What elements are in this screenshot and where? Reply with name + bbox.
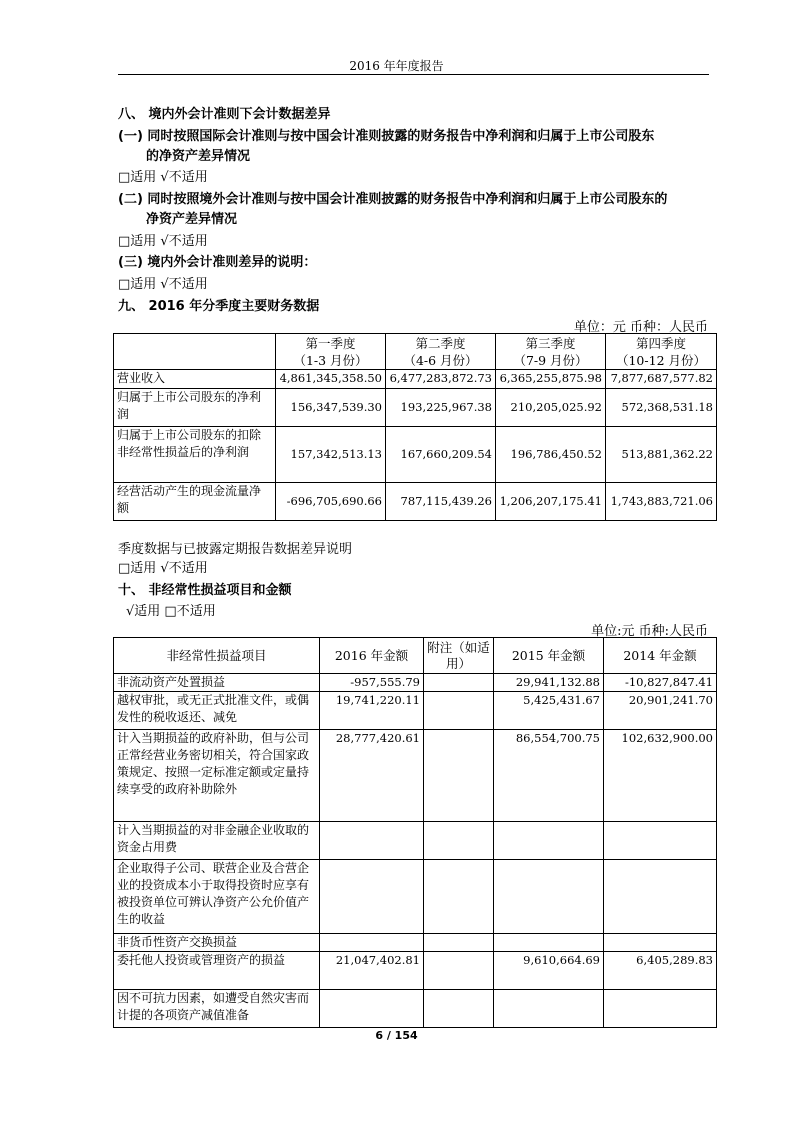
table-row — [114, 990, 717, 1028]
table-row: 越权审批，或无正式批准文件，或偶发性的税收返还、减免 19,741,220.11 5,425,431.67 20,901,241.70 — [114, 692, 717, 730]
section-8-sub1-option: □适用 √不适用 — [118, 170, 208, 185]
non-recurring-table — [113, 637, 717, 1028]
table-row: 经营活动产生的现金流量净额 -696,705,690.66 787,115,439.26 1,206,207,175.41 1,743,883,721.06 — [114, 483, 717, 521]
quarter-header: 第四季度 （10-12 月份） — [606, 334, 717, 370]
row-label: 营业收入 — [114, 370, 276, 389]
section-8-sub1-title: (一) 同时按照国际会计准则与按中国会计准则披露的财务报告中净利润和归属于上市公司股东 — [118, 129, 655, 144]
header-rule — [118, 74, 709, 75]
section-9-title: 九、 2016 年分季度主要财务数据 — [118, 299, 320, 314]
table-row: 归属于上市公司股东的净利润 156,347,539.30 193,225,967.38 210,205,025.92 572,368,531.18 — [114, 389, 717, 427]
non-recurring-header-row — [114, 638, 717, 674]
section-10-unit: 单位:元 币种:人民币 — [591, 624, 708, 639]
quarter-header: 第三季度 （7-9 月份） — [496, 334, 606, 370]
row-label: 因不可抗力因素，如遭受自然灾害而计提的各项资产减值准备 — [114, 990, 320, 1028]
page-header: 2016 年年度报告 — [349, 59, 444, 73]
quarterly-note-option: □适用 √不适用 — [118, 561, 208, 576]
row-label: 企业取得子公司、联营企业及合营企业的投资成本小于取得投资时应享有被投资单位可辨认净资产公允价值产生的收益 — [114, 860, 320, 934]
row-label: 经营活动产生的现金流量净额 — [114, 483, 276, 521]
section-8-sub3-option: □适用 √不适用 — [118, 277, 208, 292]
section-8-sub3-title: (三) 境内外会计准则差异的说明： — [118, 255, 317, 270]
column-header: 非经常性损益项目 — [114, 638, 320, 674]
row-label: 非流动资产处置损益 — [114, 674, 320, 692]
table-row: 委托他人投资或管理资产的损益 21,047,402.81 9,610,664.69 6,405,289.83 — [114, 952, 717, 990]
quarter-header: 第一季度 （1-3 月份） — [276, 334, 386, 370]
section-8-sub2-title: (二) 同时按照境外会计准则与按中国会计准则披露的财务报告中净利润和归属于上市公司股东的 — [118, 192, 668, 207]
table-row — [114, 860, 717, 934]
quarterly-note: 季度数据与已披露定期报告数据差异说明 — [118, 542, 353, 557]
quarterly-table — [113, 333, 717, 521]
row-label: 计入当期损益的对非金融企业收取的资金占用费 — [114, 822, 320, 860]
table-row: 计入当期损益的政府补助，但与公司正常经营业务密切相关，符合国家政策规定、按照一定标准定额或定量持续享受的政府补助除外 28,777,420.61 86,554,700.75 102,632,900.00 — [114, 730, 717, 822]
row-label: 归属于上市公司股东的净利润 — [114, 389, 276, 427]
column-header: 附注（如适用） — [424, 638, 494, 674]
quarterly-header-row — [114, 334, 717, 370]
section-8-sub1-title-cont: 的净资产差异情况 — [146, 149, 251, 164]
row-label: 委托他人投资或管理资产的损益 — [114, 952, 320, 990]
page-number: 6 / 154 — [375, 1029, 418, 1042]
section-8-title: 八、 境内外会计准则下会计数据差异 — [118, 107, 331, 122]
row-label: 归属于上市公司股东的扣除非经常性损益后的净利润 — [114, 427, 276, 483]
column-header: 2015 年金额 — [494, 638, 604, 674]
section-9-unit: 单位：元 币种：人民币 — [573, 320, 708, 335]
section-8-sub2-option: □适用 √不适用 — [118, 234, 208, 249]
table-row: 归属于上市公司股东的扣除非经常性损益后的净利润 157,342,513.13 167,660,209.54 196,786,450.52 513,881,362.22 — [114, 427, 717, 483]
table-row: 非流动资产处置损益 -957,555.79 29,941,132.88 -10,827,847.41 — [114, 674, 717, 692]
section-10-option: √适用 □不适用 — [126, 604, 216, 619]
table-row — [114, 822, 717, 860]
section-8-sub2-title-cont: 净资产差异情况 — [146, 212, 238, 227]
row-label: 越权审批，或无正式批准文件，或偶发性的税收返还、减免 — [114, 692, 320, 730]
table-row: 营业收入 4,861,345,358.50 6,477,283,872.73 6,365,255,875.98 7,877,687,577.82 — [114, 370, 717, 389]
quarter-header: 第二季度 （4-6 月份） — [386, 334, 496, 370]
row-label: 非货币性资产交换损益 — [114, 934, 320, 952]
row-label: 计入当期损益的政府补助，但与公司正常经营业务密切相关，符合国家政策规定、按照一定标准定额或定量持续享受的政府补助除外 — [114, 730, 320, 822]
section-10-title: 十、 非经常性损益项目和金额 — [118, 583, 292, 598]
table-row — [114, 934, 717, 952]
column-header: 2014 年金额 — [604, 638, 717, 674]
column-header: 2016 年金额 — [320, 638, 424, 674]
